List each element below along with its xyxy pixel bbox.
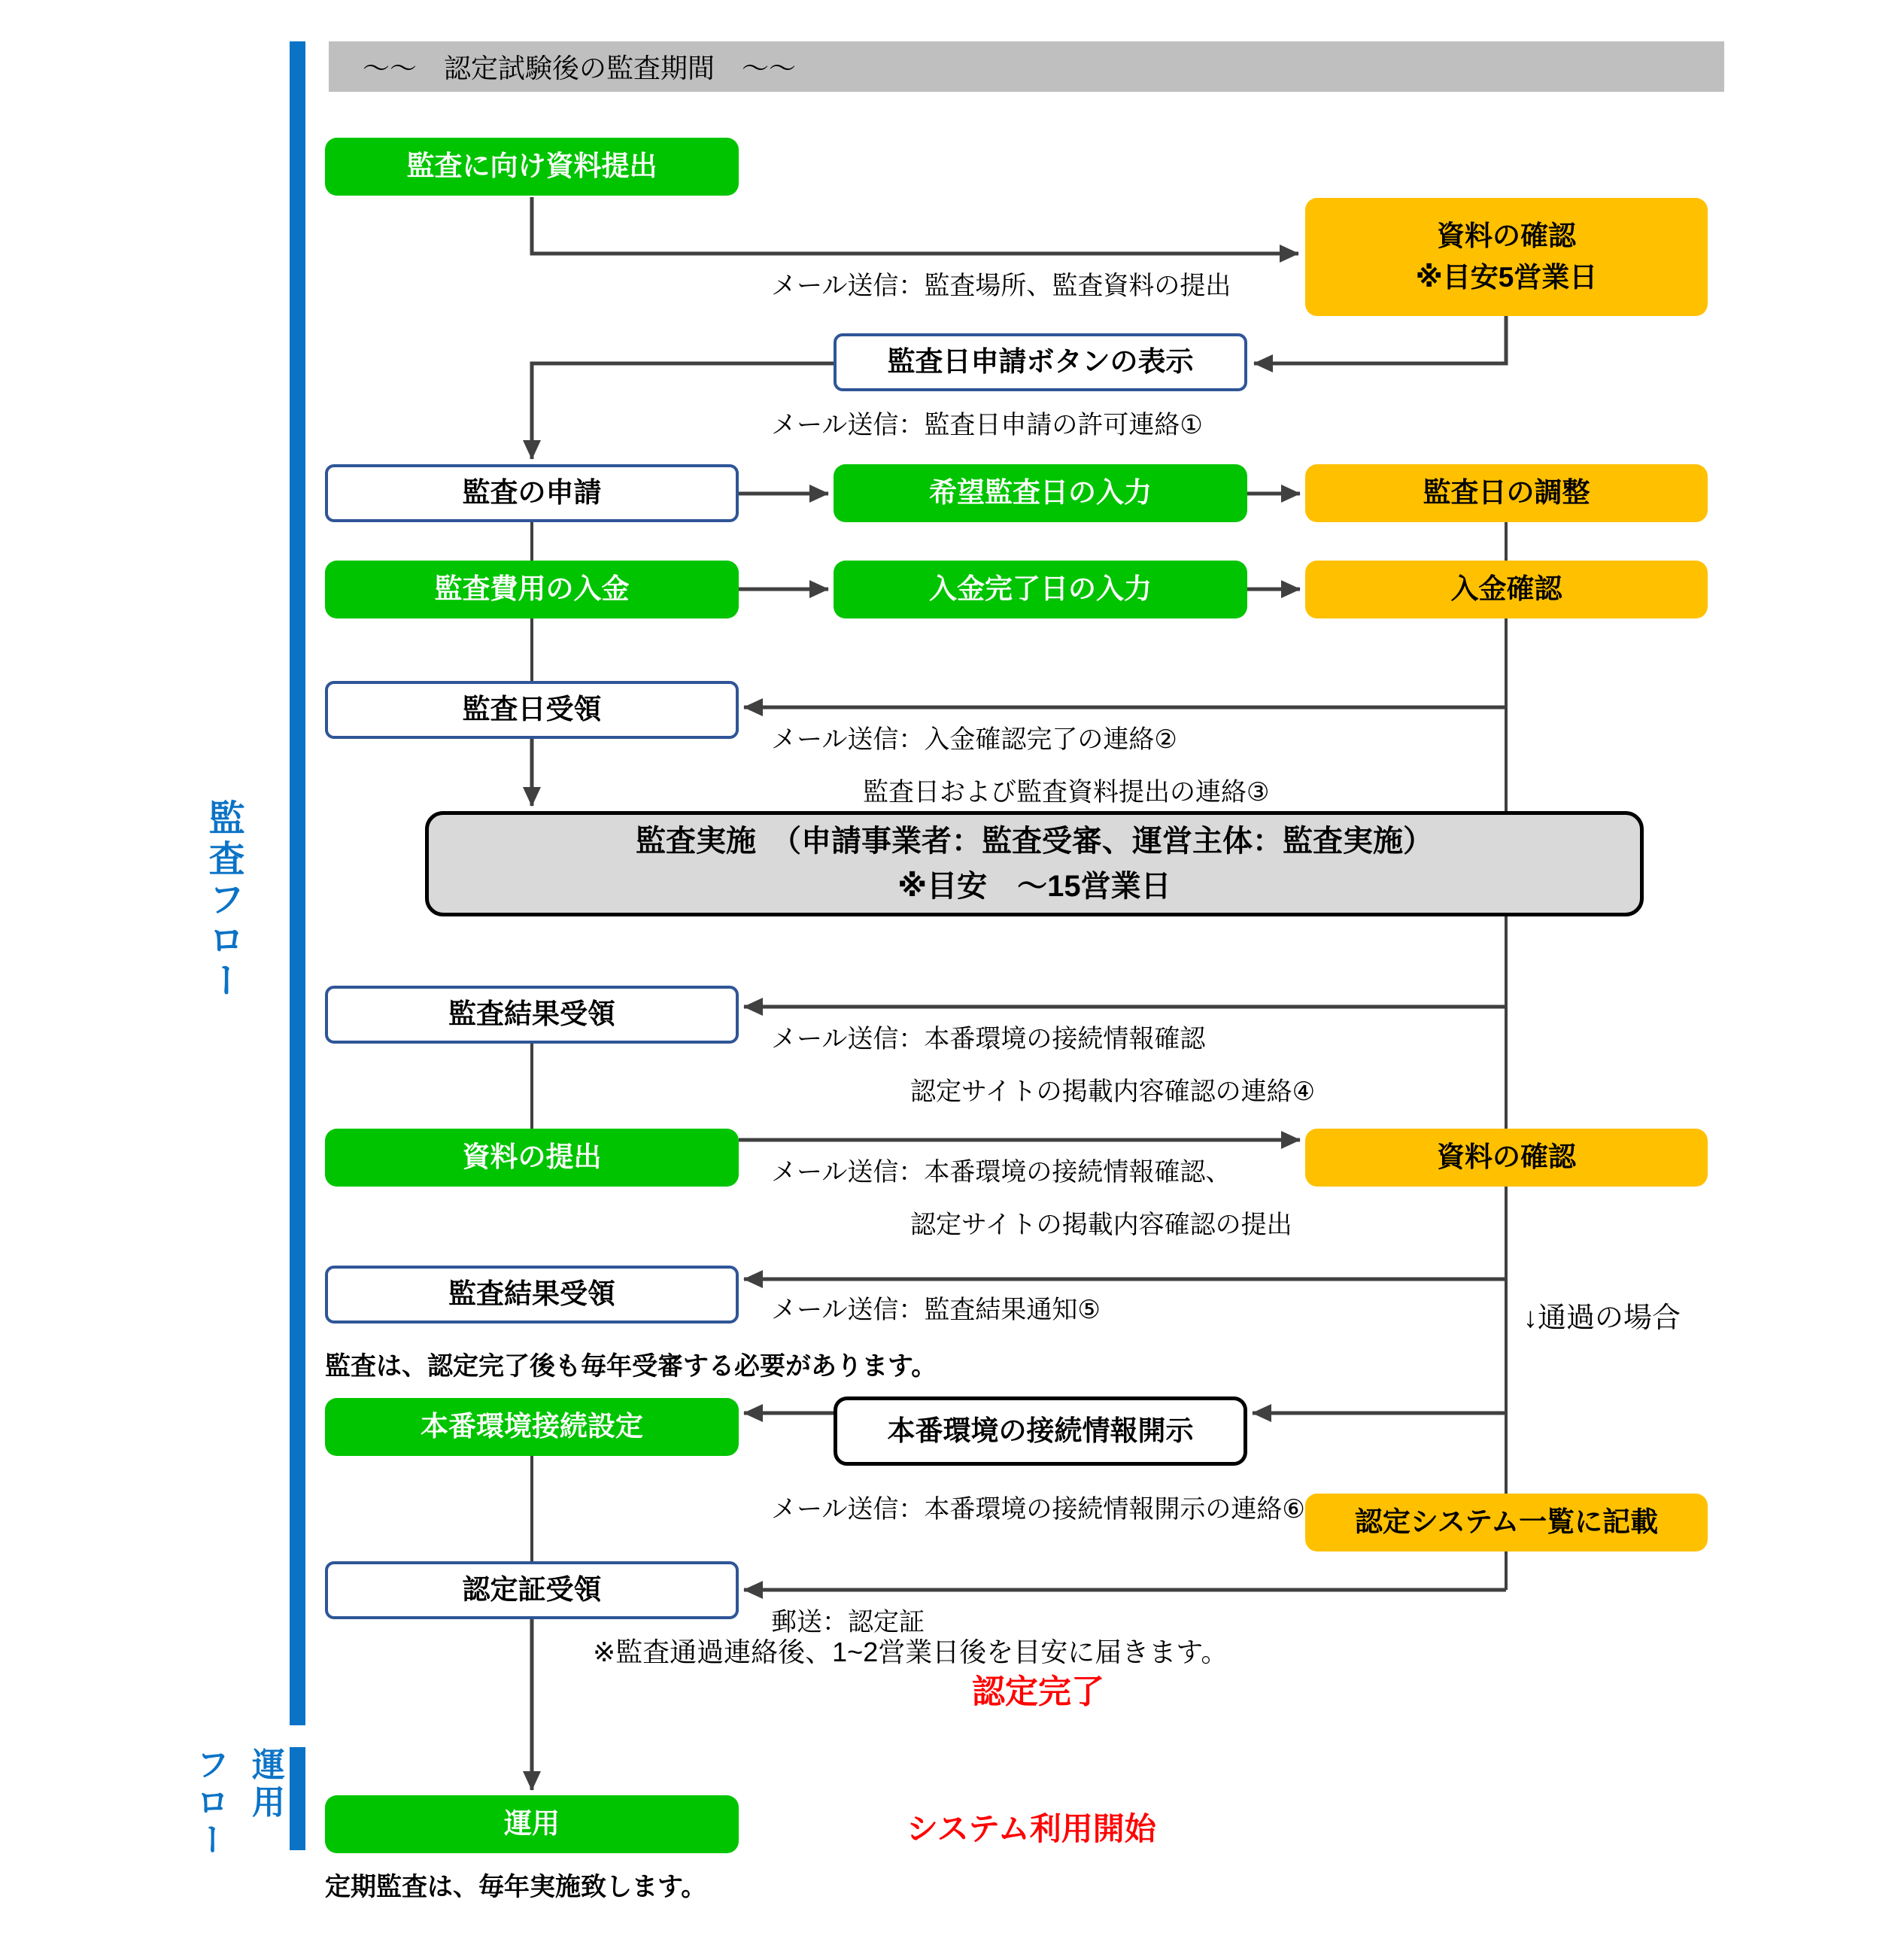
- arrow-check-to-button: [1254, 316, 1506, 363]
- audit-flow-vertical-label: 監査フロー: [203, 799, 243, 1002]
- label-mail-audit-date-docs: 監査日および監査資料提出の連絡③: [863, 778, 1270, 807]
- node-audit-application: 監査の申請: [325, 464, 739, 522]
- label-mail-audit-result-notice: メール送信：監査結果通知⑤: [771, 1296, 1101, 1324]
- arrow-submit-to-check: [532, 197, 1298, 254]
- operation-flow-label-left-column: フロー: [191, 1747, 228, 1860]
- node-docs-check-1-line1: 資料の確認: [1437, 220, 1576, 252]
- audit-flow-bar: [290, 41, 305, 1725]
- title-bar: [329, 41, 1724, 92]
- node-production-connection-setup: 本番環境接続設定: [325, 1398, 739, 1456]
- operation-flow-vertical-label: [185, 1747, 289, 1860]
- node-audit-date-adjustment: 監査日の調整: [1305, 464, 1708, 522]
- node-audit-execution-line2: ※目安 ～15営業日: [897, 870, 1171, 903]
- node-audit-result-receipt-1: 監査結果受領: [325, 986, 739, 1044]
- node-operation: 運用: [325, 1795, 739, 1853]
- label-periodic-audit-note: 定期監査は、毎年実施致します。: [325, 1873, 707, 1901]
- node-audit-date-receipt: 監査日受領: [325, 681, 739, 739]
- label-mail-site-content-check: 認定サイトの掲載内容確認の連絡④: [910, 1077, 1316, 1106]
- node-audit-execution: [425, 811, 1644, 916]
- label-mail-prod-info-disclosure: メール送信：本番環境の接続情報開示の連絡⑥: [771, 1495, 1305, 1524]
- node-docs-check-2: 資料の確認: [1305, 1129, 1708, 1187]
- node-certificate-receipt: 認定証受領: [325, 1561, 739, 1619]
- label-mail-payment-confirmed: メール送信：入金確認完了の連絡②: [771, 725, 1177, 754]
- label-certificate-delivery-note: ※監査通過連絡後、1~2営業日後を目安に届きます。: [593, 1637, 1228, 1667]
- label-mail-site-content-submit: 認定サイトの掲載内容確認の提出: [910, 1211, 1292, 1239]
- node-audit-fee-payment: 監査費用の入金: [325, 561, 739, 618]
- label-mail-audit-date-permission: メール送信：監査日申請の許可連絡①: [771, 411, 1203, 439]
- label-pass-case: ↓通過の場合: [1523, 1302, 1681, 1334]
- node-audit-execution-line1: 監査実施 （申請事業者：監査受審、運営主体：監査実施）: [636, 825, 1433, 858]
- node-audit-result-receipt-2: 監査結果受領: [325, 1266, 739, 1324]
- label-mail-audit-place-docs: メール送信：監査場所、監査資料の提出: [771, 272, 1231, 300]
- node-audit-date-request-button: 監査日申請ボタンの表示: [834, 333, 1247, 391]
- label-certification-complete: 認定完了: [972, 1673, 1104, 1710]
- node-docs-check-1-line2: ※目安5営業日: [1415, 261, 1598, 293]
- label-system-use-start: システム利用開始: [906, 1811, 1156, 1846]
- label-post-certificate: 郵送：認定証: [771, 1608, 925, 1637]
- page-title: 〜〜 認定試験後の監査期間 〜〜: [363, 53, 797, 84]
- node-docs-check-1: [1305, 198, 1708, 316]
- node-submit-docs-for-audit: 監査に向け資料提出: [325, 138, 739, 196]
- label-annual-audit-note: 監査は、認定完了後も毎年受審する必要があります。: [325, 1352, 937, 1381]
- node-payment-confirmation: 入金確認: [1305, 561, 1708, 618]
- node-docs-submission: 資料の提出: [325, 1129, 739, 1187]
- node-payment-completion-date-input: 入金完了日の入力: [834, 561, 1247, 618]
- label-mail-prod-info-check-2: メール送信：本番環境の接続情報確認、: [771, 1158, 1231, 1187]
- operation-flow-bar: [290, 1747, 305, 1850]
- label-mail-prod-info-check: メール送信：本番環境の接続情報確認: [771, 1025, 1206, 1053]
- node-certified-system-list-entry: 認定システム一覧に記載: [1305, 1494, 1708, 1551]
- operation-flow-label-right-column: 運用: [247, 1747, 284, 1822]
- node-desired-audit-date-input: 希望監査日の入力: [834, 464, 1247, 522]
- node-production-connection-info-disclosure: 本番環境の接続情報開示: [834, 1396, 1247, 1466]
